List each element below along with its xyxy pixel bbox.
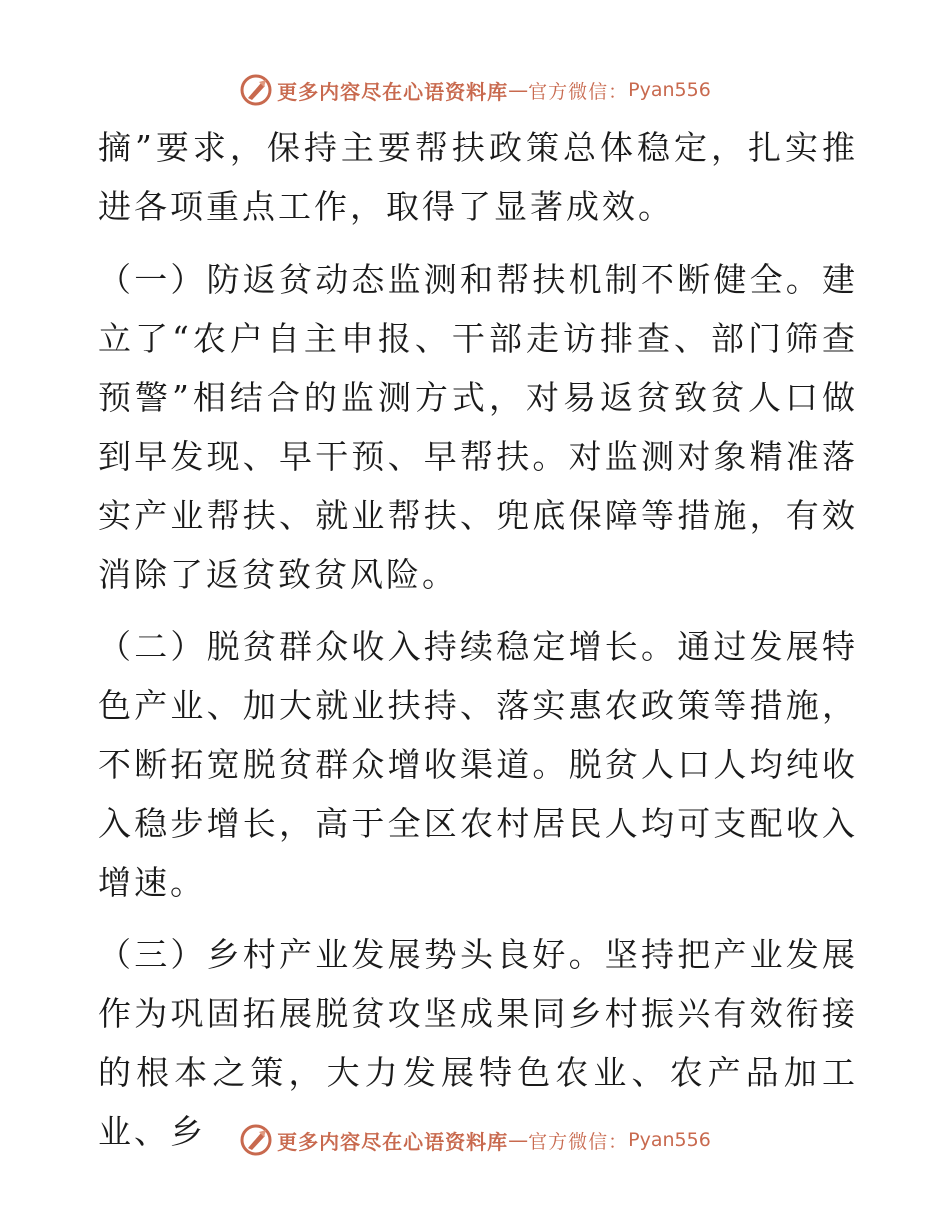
watermark-wechat-label: 官方微信： <box>528 1130 629 1153</box>
paragraph-2: （一）防返贫动态监测和帮扶机制不断健全。建立了“农户自主申报、干部走访排查、部门筛查预警”相结合的监测方式，对易返贫致贫人口做到早发现、早干预、早帮扶。对监测对象精准落实产业帮扶、就业帮扶、兜底保障等措施，有效消除了返贫致贫风险。 <box>98 260 858 594</box>
watermark-dash: — <box>508 1128 529 1152</box>
pen-nib-logo-icon <box>239 73 273 107</box>
pen-nib-logo-icon <box>239 1123 273 1157</box>
document-body <box>98 118 858 1174</box>
paragraph-1: 摘”要求，保持主要帮扶政策总体稳定，扎实推进各项重点工作，取得了显著成效。 <box>98 128 858 226</box>
watermark-dash: — <box>508 78 529 102</box>
watermark-wechat-label: 官方微信： <box>528 80 629 103</box>
watermark-wechat-id: Pyan556 <box>628 1129 711 1151</box>
watermark-brand: 更多内容尽在心语资料库 <box>277 1129 509 1154</box>
paragraph-3: （二）脱贫群众收入持续稳定增长。通过发展特色产业、加大就业扶持、落实惠农政策等措施，不断拓宽脱贫群众增收渠道。脱贫人口人均纯收入稳步增长，高于全区农村居民人均可支配收入增速。 <box>98 627 858 902</box>
header-watermark <box>0 70 950 110</box>
watermark-wechat-id: Pyan556 <box>628 79 711 101</box>
paragraph-4: （三）乡村产业发展势头良好。坚持把产业发展作为巩固拓展脱贫攻坚成果同乡村振兴有效衔接的根本之策，大力发展特色农业、农产品加工业、乡 <box>98 935 858 1151</box>
watermark-brand: 更多内容尽在心语资料库 <box>277 79 509 104</box>
footer-watermark <box>0 1120 950 1160</box>
